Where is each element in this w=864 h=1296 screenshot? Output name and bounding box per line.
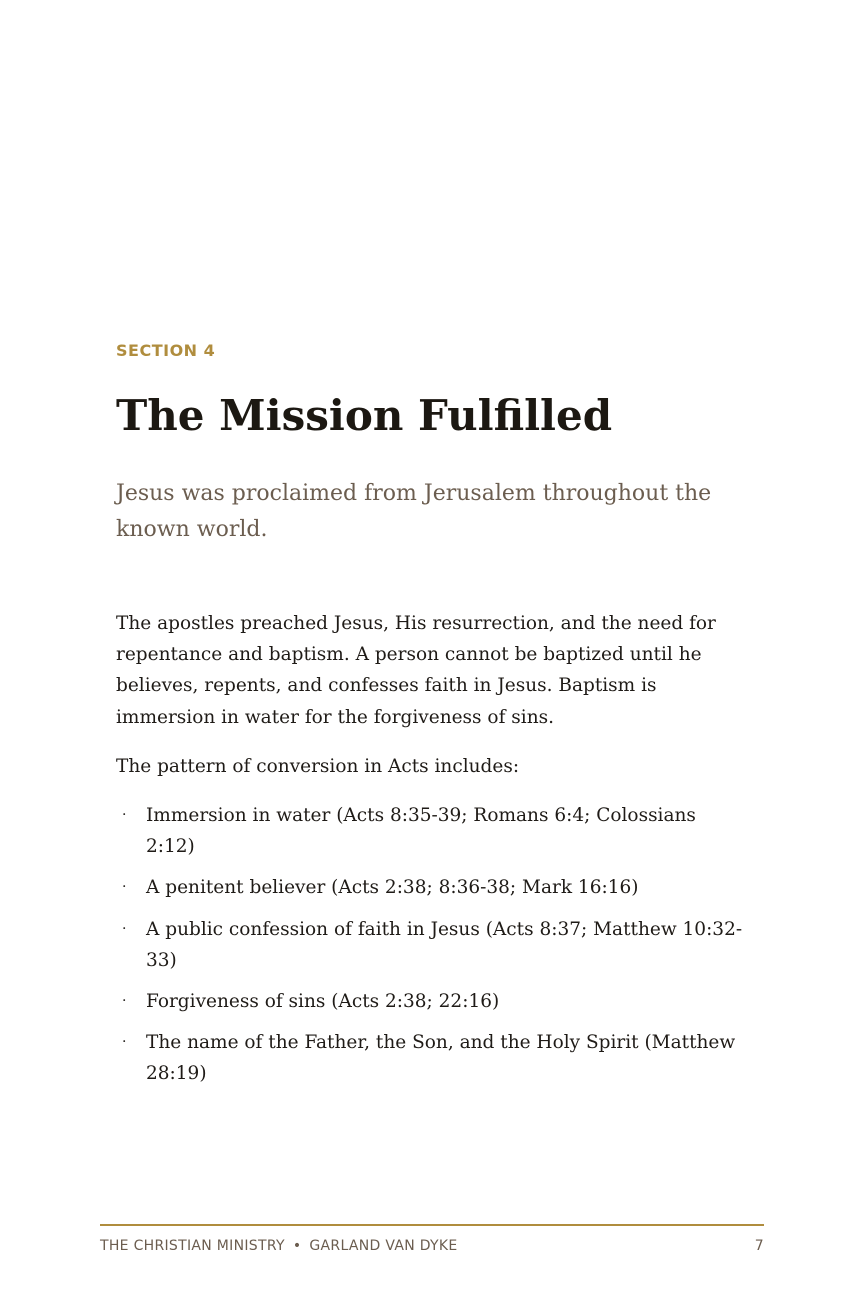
section-title: The Mission Fulfilled [116,391,613,440]
list-item [116,872,748,903]
bullet-icon: · [122,879,127,896]
list-item-text: Immersion in water (Acts 8:35-39; Romans 6:4; Colossians 2:12) [146,805,696,858]
footer-book-title: THE CHRISTIAN MINISTRY [100,1238,285,1254]
page-number: 7 [754,1238,764,1254]
body-paragraph: The pattern of conversion in Acts includes: [116,755,520,777]
section-label: SECTION 4 [116,341,216,360]
list-item [116,800,748,862]
page-footer [100,1238,764,1260]
footer-separator: • [292,1238,302,1254]
list-item [116,914,748,976]
bullet-icon: · [122,993,127,1010]
list-item-text: A penitent believer (Acts 2:38; 8:36-38; Mark 16:16) [146,877,639,899]
list-item-text: The name of the Father, the Son, and the Holy Spirit (Matthew 28:19) [146,1032,736,1085]
conversion-list [116,800,748,1090]
list-item-text: A public confession of faith in Jesus (Acts 8:37; Matthew 10:32-33) [146,918,743,971]
bullet-icon: · [122,1034,127,1051]
bullet-icon: · [122,920,127,937]
section-content [116,340,748,1100]
list-item [116,986,748,1017]
footer-author: GARLAND VAN DYKE [309,1238,458,1254]
bullet-icon: · [122,807,127,824]
footer-divider [100,1224,764,1226]
list-item-text: Forgiveness of sins (Acts 2:38; 22:16) [146,991,500,1013]
section-subtitle: Jesus was proclaimed from Jerusalem throughout the known world. [116,481,712,542]
body-paragraph: The apostles preached Jesus, His resurrection, and the need for repentance and baptism. A person cannot be baptized until he believes, repents, and confesses faith in Jesus. Baptism is immersion in water for the forgiveness of sins. [116,613,716,728]
list-item [116,1027,748,1089]
footer-running-title [100,1238,458,1254]
